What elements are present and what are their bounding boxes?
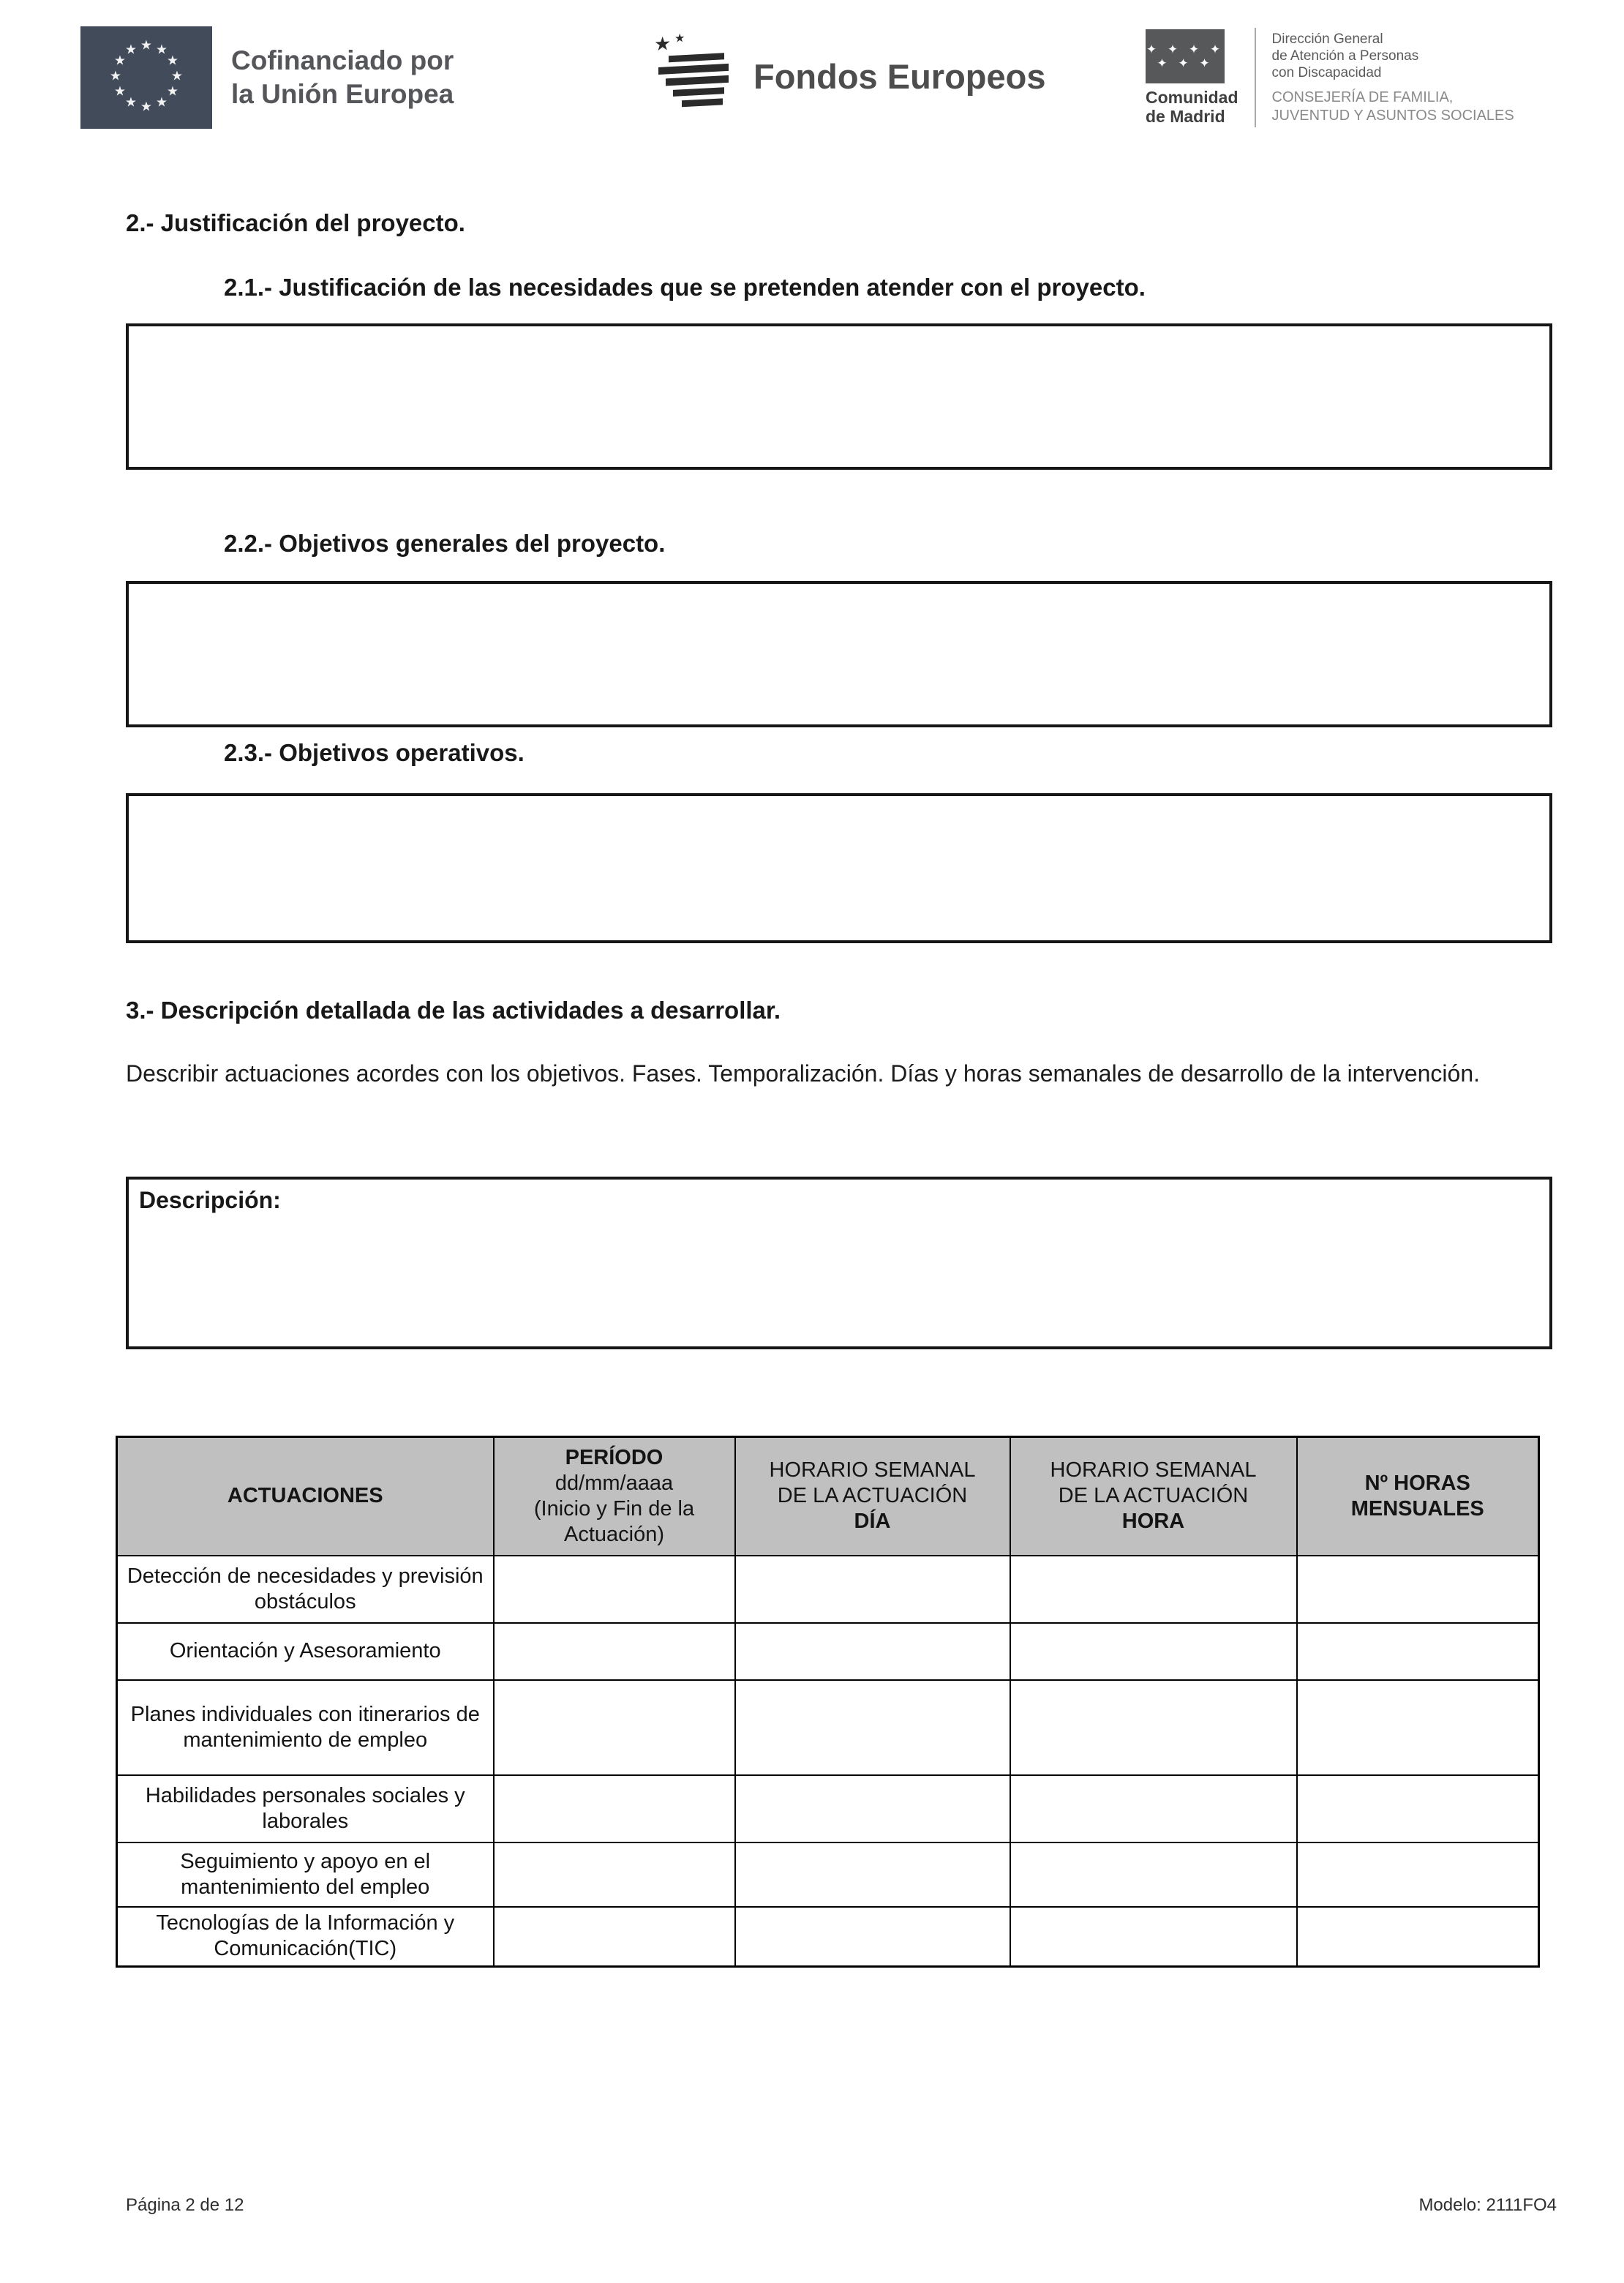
dia-cell[interactable] bbox=[735, 1842, 1010, 1907]
svg-text:★: ★ bbox=[113, 53, 127, 69]
dia-cell[interactable] bbox=[735, 1556, 1010, 1623]
horas-mensuales-cell[interactable] bbox=[1297, 1556, 1539, 1623]
actividades-table-wrapper bbox=[116, 1436, 1540, 1968]
row-label: Habilidades personales sociales y laborales bbox=[117, 1775, 494, 1842]
hora-cell[interactable] bbox=[1010, 1842, 1297, 1907]
svg-text:★: ★ bbox=[113, 83, 127, 100]
periodo-cell[interactable] bbox=[494, 1556, 735, 1623]
dia-cell[interactable] bbox=[735, 1907, 1010, 1967]
periodo-cell[interactable] bbox=[494, 1907, 735, 1967]
periodo-cell[interactable] bbox=[494, 1775, 735, 1842]
eu-cofunded-logo bbox=[80, 26, 454, 129]
horas-mensuales-cell[interactable] bbox=[1297, 1907, 1539, 1967]
dia-cell[interactable] bbox=[735, 1775, 1010, 1842]
justificacion-necesidades-field[interactable] bbox=[126, 323, 1552, 470]
horas-mensuales-cell[interactable] bbox=[1297, 1680, 1539, 1775]
table-row bbox=[117, 1623, 1539, 1680]
fondos-europeos-label: Fondos Europeos bbox=[753, 56, 1046, 96]
table-row bbox=[117, 1775, 1539, 1842]
hora-cell[interactable] bbox=[1010, 1680, 1297, 1775]
madrid-dept-line4: CONSEJERÍA DE FAMILIA, bbox=[1271, 89, 1454, 105]
hora-cell[interactable] bbox=[1010, 1623, 1297, 1680]
madrid-brand-line2: de Madrid bbox=[1146, 107, 1225, 126]
eu-cofunded-line2: la Unión Europea bbox=[231, 79, 454, 109]
svg-text:★: ★ bbox=[124, 42, 138, 58]
section2-3-title: 2.3.- Objetivos operativos. bbox=[224, 739, 525, 766]
fondos-flag-icon bbox=[644, 32, 739, 120]
section2-title: 2.- Justificación del proyecto. bbox=[126, 209, 465, 236]
objetivos-operativos-field[interactable] bbox=[126, 793, 1552, 943]
svg-text:★: ★ bbox=[674, 32, 685, 45]
section3-title: 3.- Descripción detallada de las actividades a desarrollar. bbox=[126, 997, 781, 1024]
madrid-dept-line5: JUVENTUD Y ASUNTOS SOCIALES bbox=[1271, 107, 1514, 124]
descripcion-field[interactable] bbox=[126, 1177, 1552, 1349]
row-label: Planes individuales con itinerarios de mantenimiento de empleo bbox=[117, 1680, 494, 1775]
svg-text:★: ★ bbox=[654, 33, 672, 56]
svg-text:★: ★ bbox=[124, 94, 138, 110]
header-horas-mensuales: Nº HORAS MENSUALES bbox=[1297, 1437, 1539, 1556]
hora-cell[interactable] bbox=[1010, 1907, 1297, 1967]
svg-text:★: ★ bbox=[109, 68, 122, 84]
horas-mensuales-cell[interactable] bbox=[1297, 1842, 1539, 1907]
table-row bbox=[117, 1556, 1539, 1623]
madrid-brand-line1: Comunidad bbox=[1146, 88, 1238, 107]
table-row bbox=[117, 1907, 1539, 1967]
svg-text:★: ★ bbox=[140, 99, 153, 115]
eu-cofunded-line1: Cofinanciado por bbox=[231, 45, 454, 75]
logo-divider bbox=[1255, 28, 1256, 127]
hora-cell[interactable] bbox=[1010, 1556, 1297, 1623]
svg-text:★: ★ bbox=[166, 83, 179, 100]
madrid-dept-line2: de Atención a Personas bbox=[1271, 48, 1419, 64]
footer-page-number: Página 2 de 12 bbox=[126, 2195, 244, 2215]
row-label: Orientación y Asesoramiento bbox=[117, 1623, 494, 1680]
periodo-cell[interactable] bbox=[494, 1623, 735, 1680]
horas-mensuales-cell[interactable] bbox=[1297, 1623, 1539, 1680]
madrid-stars-row1: ✦ ✦ ✦ ✦ bbox=[1146, 42, 1225, 56]
svg-text:★: ★ bbox=[170, 68, 184, 84]
eu-flag-icon bbox=[80, 26, 212, 129]
footer-model-number: Modelo: 2111FO4 bbox=[1418, 2195, 1557, 2215]
dia-cell[interactable] bbox=[735, 1623, 1010, 1680]
svg-text:★: ★ bbox=[155, 94, 168, 110]
table-row bbox=[117, 1842, 1539, 1907]
svg-text:★: ★ bbox=[166, 53, 179, 69]
header-actuaciones: ACTUACIONES bbox=[117, 1437, 494, 1556]
header-horario-dia: HORARIO SEMANAL DE LA ACTUACIÓN DÍA bbox=[735, 1437, 1010, 1556]
periodo-cell[interactable] bbox=[494, 1842, 735, 1907]
madrid-stars-row2: ✦ ✦ ✦ bbox=[1157, 56, 1214, 70]
periodo-cell[interactable] bbox=[494, 1680, 735, 1775]
comunidad-madrid-logo bbox=[1146, 28, 1514, 127]
madrid-dept-line1: Dirección General bbox=[1271, 31, 1383, 47]
fondos-europeos-logo bbox=[644, 32, 1046, 120]
header-horario-hora: HORARIO SEMANAL DE LA ACTUACIÓN HORA bbox=[1010, 1437, 1297, 1556]
table-header-row bbox=[117, 1437, 1539, 1556]
section3-intro-text: Describir actuaciones acordes con los objetivos. Fases. Temporalización. Días y horas semanales de desarrollo de la intervención. bbox=[126, 1060, 1480, 1087]
svg-text:★: ★ bbox=[155, 42, 168, 58]
section2-2-title: 2.2.- Objetivos generales del proyecto. bbox=[224, 530, 666, 557]
objetivos-generales-field[interactable] bbox=[126, 581, 1552, 727]
madrid-dept-line3: con Discapacidad bbox=[1271, 64, 1382, 80]
table-row bbox=[117, 1680, 1539, 1775]
row-label: Detección de necesidades y previsión obstáculos bbox=[117, 1556, 494, 1623]
eu-stars-circle-icon bbox=[80, 26, 212, 129]
row-label: Seguimiento y apoyo en el mantenimiento del empleo bbox=[117, 1842, 494, 1907]
dia-cell[interactable] bbox=[735, 1680, 1010, 1775]
hora-cell[interactable] bbox=[1010, 1775, 1297, 1842]
svg-text:★: ★ bbox=[140, 37, 153, 53]
row-label: Tecnologías de la Información y Comunicación(TIC) bbox=[117, 1907, 494, 1967]
descripcion-label: Descripción: bbox=[139, 1187, 281, 1213]
madrid-flag-icon bbox=[1146, 29, 1225, 83]
actividades-table bbox=[116, 1436, 1540, 1968]
horas-mensuales-cell[interactable] bbox=[1297, 1775, 1539, 1842]
section2-1-title: 2.1.- Justificación de las necesidades que se pretenden atender con el proyecto. bbox=[224, 274, 1146, 301]
header-periodo: PERÍODO dd/mm/aaaa (Inicio y Fin de la Actuación) bbox=[494, 1437, 735, 1556]
